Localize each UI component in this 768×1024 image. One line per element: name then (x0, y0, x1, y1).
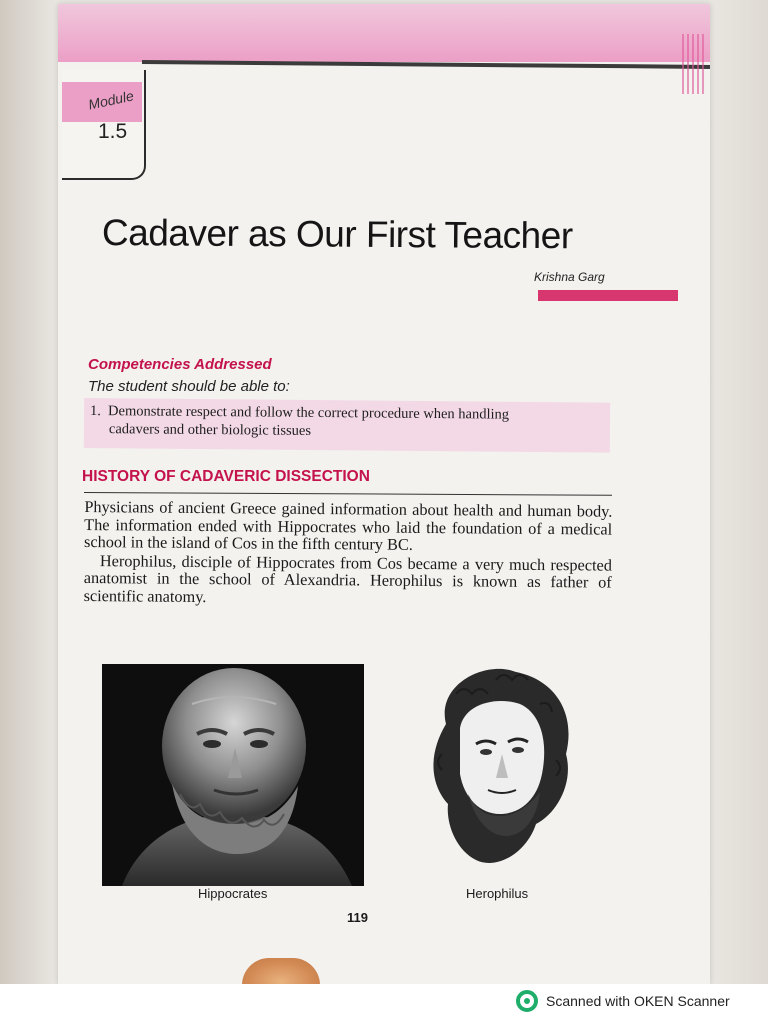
book-page (58, 4, 710, 984)
competency-text-line2: cadavers and other biologic tissues (108, 421, 312, 439)
section-body (84, 498, 613, 609)
scanner-text: Scanned with OKEN Scanner (546, 993, 730, 1009)
chapter-title: Cadaver as Our First Teacher (101, 212, 573, 257)
competencies-heading: Competencies Addressed (88, 356, 272, 373)
section-rule (84, 492, 612, 496)
oken-scanner-logo-icon (516, 990, 538, 1012)
header-band (58, 4, 710, 62)
body-paragraph-2: Herophilus, disciple of Hippocrates from Cos became a very much respected anatomist in the school of Alexandria. Herophilus is known as father of scientific anatomy. (83, 550, 612, 606)
page-number: 119 (347, 910, 368, 925)
side-color-marks (682, 34, 706, 94)
chapter-author: Krishna Garg (534, 270, 605, 284)
competency-text-line1: Demonstrate respect and follow the correct procedure when handling (108, 403, 510, 423)
body-paragraph-1: Physicians of ancient Greece gained information about health and human body. The information ended with Hippocrates who laid the foundation of a medical school in the island of Cos in the fifth century BC. (84, 497, 613, 554)
section-heading: HISTORY OF CADAVERIC DISSECTION (82, 468, 370, 485)
herophilus-caption: Herophilus (466, 886, 529, 901)
herophilus-head-image (416, 664, 580, 872)
author-accent-bar (538, 290, 678, 301)
scanner-watermark (516, 990, 730, 1012)
competency-number: 1. (90, 403, 102, 420)
hippocrates-bust-image (102, 664, 364, 886)
module-number: 1.5 (98, 120, 128, 143)
competency-item (90, 402, 610, 443)
module-label: Module (86, 87, 136, 113)
hippocrates-caption: Hippocrates (198, 886, 268, 901)
competencies-intro: The student should be able to: (88, 378, 290, 395)
